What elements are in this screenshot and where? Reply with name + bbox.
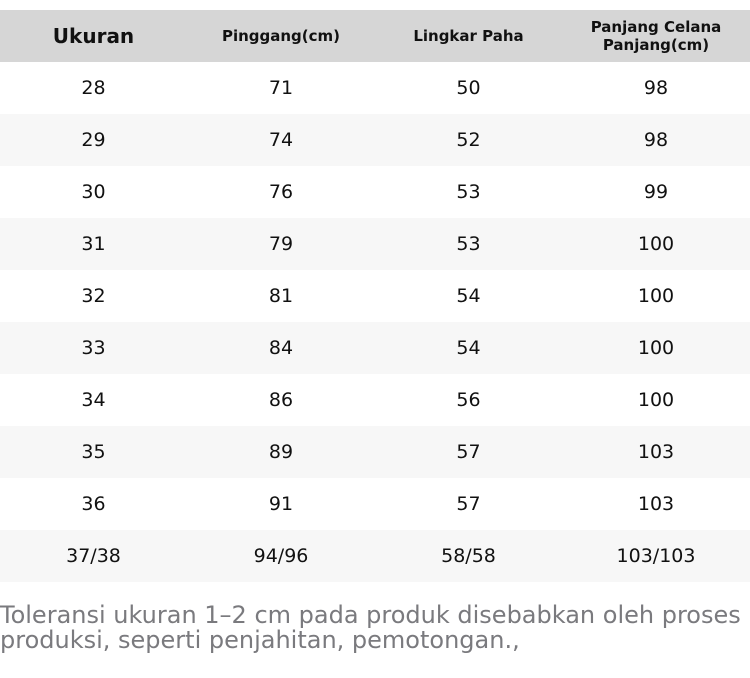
cell-thigh: 58/58 — [441, 545, 496, 567]
cell-size: 32 — [81, 285, 106, 307]
table-row — [0, 270, 750, 322]
cell-waist: 86 — [268, 389, 294, 411]
table-row — [0, 426, 750, 478]
top-spacer — [0, 0, 750, 10]
table-header — [0, 10, 750, 62]
table-row — [0, 374, 750, 426]
cell-length: 99 — [643, 181, 669, 203]
cell-length: 100 — [637, 233, 675, 255]
cell-thigh: 54 — [456, 285, 481, 307]
cell-waist: 71 — [268, 77, 294, 99]
cell-length: 100 — [637, 389, 675, 411]
size-chart-table — [0, 10, 750, 582]
cell-thigh: 57 — [456, 493, 481, 515]
cell-length: 100 — [637, 337, 675, 359]
cell-size: 33 — [81, 337, 106, 359]
cell-length: 103 — [637, 493, 675, 515]
table-row — [0, 218, 750, 270]
cell-waist: 76 — [268, 181, 294, 203]
table-row — [0, 322, 750, 374]
cell-thigh: 50 — [456, 77, 481, 99]
cell-length: 98 — [643, 77, 669, 99]
cell-size: 35 — [81, 441, 106, 463]
cell-size: 30 — [81, 181, 106, 203]
cell-waist: 91 — [268, 493, 294, 515]
table-header-row — [0, 10, 750, 62]
cell-thigh: 56 — [456, 389, 481, 411]
cell-size: 29 — [81, 129, 106, 151]
table-row — [0, 530, 750, 582]
cell-thigh: 57 — [456, 441, 481, 463]
cell-waist: 74 — [268, 129, 294, 151]
cell-size: 28 — [81, 77, 106, 99]
tolerance-note: Toleransi ukuran 1–2 cm pada produk disebabkan oleh proses produksi, seperti penjahitan, pemotongan., — [0, 601, 741, 654]
header-length: Panjang Celana Panjang(cm) — [590, 18, 722, 54]
cell-waist: 94/96 — [253, 545, 309, 567]
cell-waist: 81 — [268, 285, 294, 307]
cell-length: 98 — [643, 129, 669, 151]
cell-size: 36 — [81, 493, 106, 515]
cell-thigh: 54 — [456, 337, 481, 359]
cell-waist: 84 — [268, 337, 294, 359]
header-waist: Pinggang(cm) — [221, 27, 341, 45]
cell-thigh: 52 — [456, 129, 481, 151]
table-body — [0, 62, 750, 582]
cell-length: 103/103 — [616, 545, 696, 567]
cell-size: 31 — [81, 233, 106, 255]
cell-length: 103 — [637, 441, 675, 463]
table-row — [0, 62, 750, 114]
cell-waist: 79 — [268, 233, 294, 255]
header-thigh: Lingkar Paha — [413, 27, 524, 45]
table-row — [0, 166, 750, 218]
cell-size: 34 — [81, 389, 106, 411]
table-row — [0, 114, 750, 166]
cell-waist: 89 — [268, 441, 294, 463]
cell-size: 37/38 — [66, 545, 121, 567]
table-row — [0, 478, 750, 530]
cell-length: 100 — [637, 285, 675, 307]
header-size: Ukuran — [52, 24, 135, 48]
cell-thigh: 53 — [456, 233, 481, 255]
cell-thigh: 53 — [456, 181, 481, 203]
